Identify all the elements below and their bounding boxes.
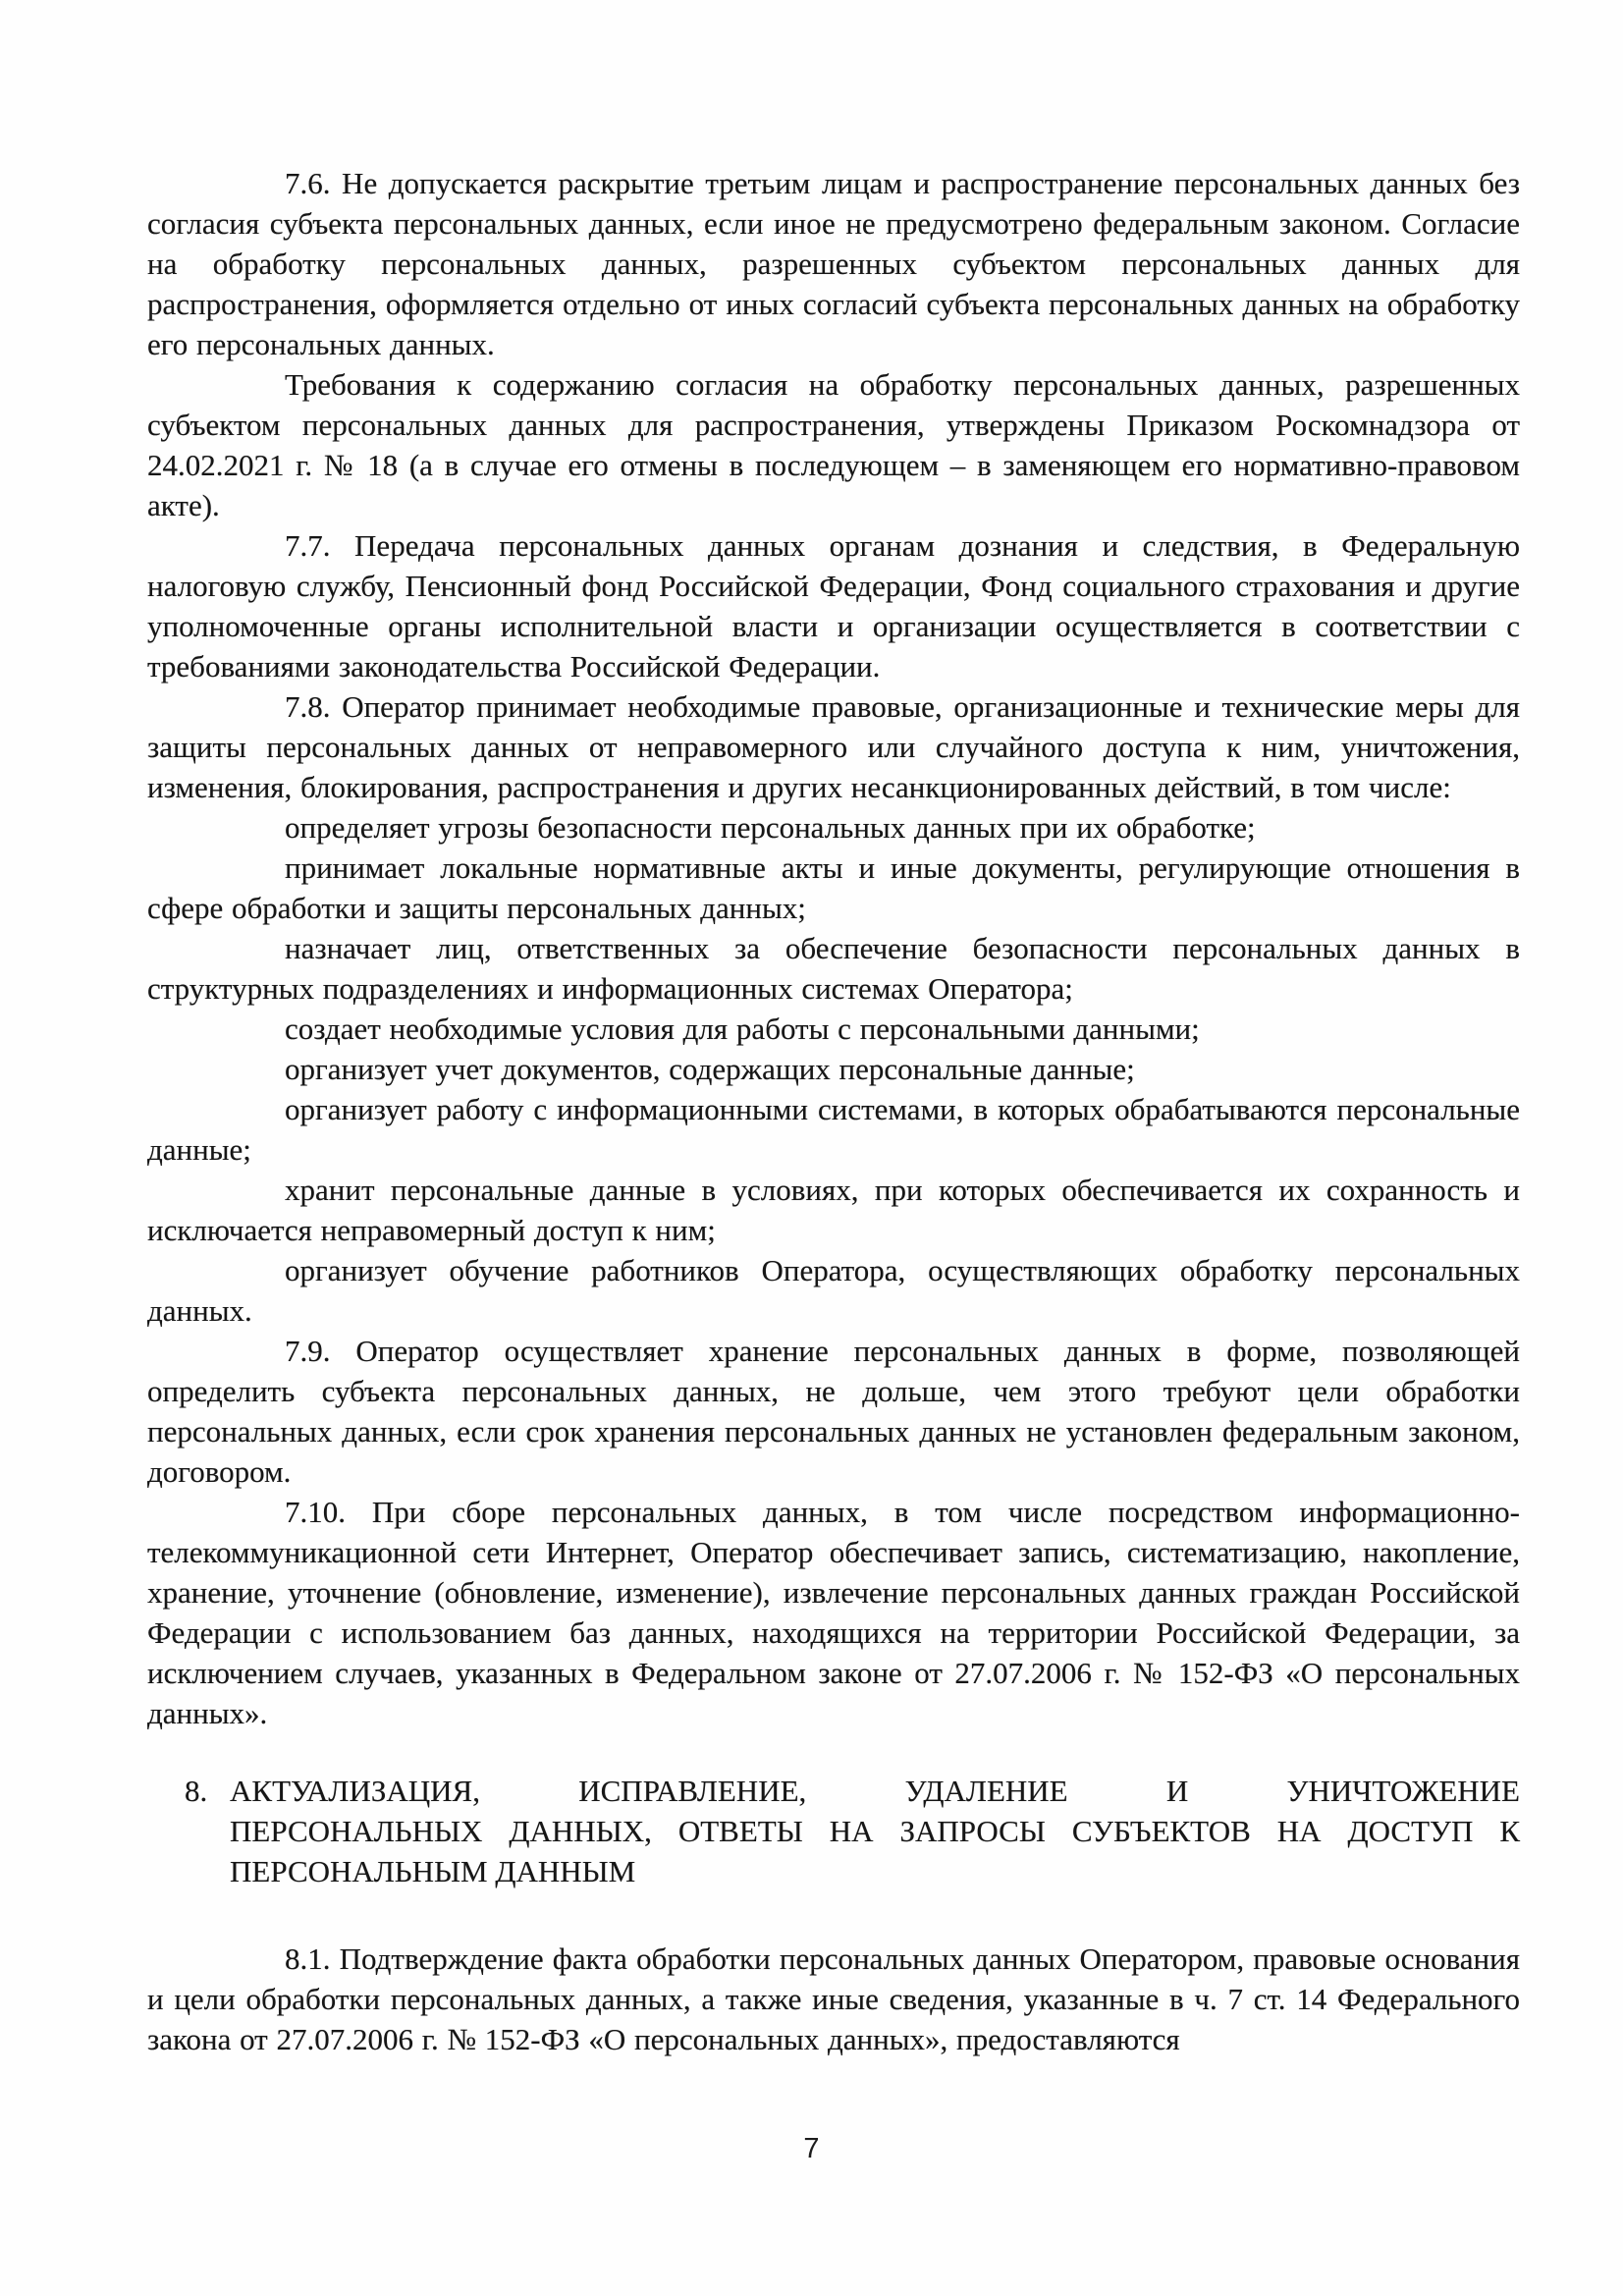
paragraph-7-9: 7.9. Оператор осуществляет хранение персональных данных в форме, позволяющей определить субъекта персональных данных, не дольше, чем этого требуют цели обработки персональных данных, если срок хранения персональных данных не установлен федеральным законом, договором. <box>147 1334 1520 1489</box>
paragraph-7-7: 7.7. Передача персональных данных органам дознания и следствия, в Федеральную налоговую службу, Пенсионный фонд Российской Федерации, Фонд социального страхования и другие уполномоченные органы исполнительной власти и организации осуществляется в соответствии с требованиями законодательства Российской Федерации. <box>147 528 1520 683</box>
measure-item-threats: определяет угрозы безопасности персональных данных при их обработке; <box>285 810 1256 845</box>
paragraph-7-6: 7.6. Не допускается раскрытие третьим лицам и распространение персональных данных без согласия субъекта персональных данных, если иное не предусмотрено федеральным законом. Согласие на обработку персональных данных, разрешенных субъектом персональных данных для распространения, оформляется отдельно от иных согласий субъекта персональных данных на обработку его персональных данных. <box>147 166 1520 361</box>
measure-item-conditions: создает необходимые условия для работы с персональными данными; <box>285 1011 1200 1046</box>
section-8-title-line-2: ПЕРСОНАЛЬНЫХ ДАННЫХ, ОТВЕТЫ НА ЗАПРОСЫ СУБЪЕКТОВ НА ДОСТУП К <box>230 1814 1520 1848</box>
measure-item-local-acts: принимает локальные нормативные акты и иные документы, регулирующие отношения в сфере обработки и защиты персональных данных; <box>147 850 1520 925</box>
measure-item-information-systems: организует работу с информационными системами, в которых обрабатываются персональные данные; <box>147 1092 1520 1167</box>
paragraph-consent-requirements: Требования к содержанию согласия на обработку персональных данных, разрешенных субъектом персональных данных для распространения, утверждены Приказом Роскомнадзора от 24.02.2021 г. № 18 (а в случае его отмены в последующем – в заменяющем его нормативно-правовом акте). <box>147 367 1520 522</box>
measure-item-document-accounting: организует учет документов, содержащих персональные данные; <box>285 1052 1135 1086</box>
page-number: 7 <box>803 2133 820 2164</box>
section-8-title-line-1: АКТУАЛИЗАЦИЯ, ИСПРАВЛЕНИЕ, УДАЛЕНИЕ И УНИЧТОЖЕНИЕ <box>230 1774 1520 1808</box>
measure-item-storage-safety: хранит персональные данные в условиях, при которых обеспечивается их сохранность и исключается неправомерный доступ к ним; <box>147 1173 1520 1247</box>
paragraph-7-8: 7.8. Оператор принимает необходимые правовые, организационные и технические меры для защиты персональных данных от неправомерного или случайного доступа к ним, уничтожения, изменения, блокирования, распространения и других несанкционированных действий, в том числе: <box>147 689 1520 804</box>
section-8-title <box>230 1771 1520 1891</box>
section-8-number: 8. <box>185 1774 208 1808</box>
paragraph-7-10: 7.10. При сборе персональных данных, в том числе посредством информационно-телекоммуникационной сети Интернет, Оператор обеспечивает запись, систематизацию, накопление, хранение, уточнение (обновление, изменение), извлечение персональных данных граждан Российской Федерации с использованием баз данных, находящихся на территории Российской Федерации, за исключением случаев, указанных в Федеральном законе от 27.07.2006 г. № 152-ФЗ «О персональных данных». <box>147 1495 1520 1730</box>
measure-item-training: организует обучение работников Оператора, осуществляющих обработку персональных данных. <box>147 1253 1520 1328</box>
section-8-heading <box>185 1771 1520 1891</box>
document-text-block <box>147 163 1520 2059</box>
section-8-title-line-3: ПЕРСОНАЛЬНЫМ ДАННЫМ <box>230 1854 636 1888</box>
paragraph-8-1: 8.1. Подтверждение факта обработки персональных данных Оператором, правовые основания и цели обработки персональных данных, а также иные сведения, указанные в ч. 7 ст. 14 Федерального закона от 27.07.2006 г. № 152-ФЗ «О персональных данных», предоставляются <box>147 1941 1520 2056</box>
measure-item-responsible-persons: назначает лиц, ответственных за обеспечение безопасности персональных данных в структурных подразделениях и информационных системах Оператора; <box>147 931 1520 1006</box>
